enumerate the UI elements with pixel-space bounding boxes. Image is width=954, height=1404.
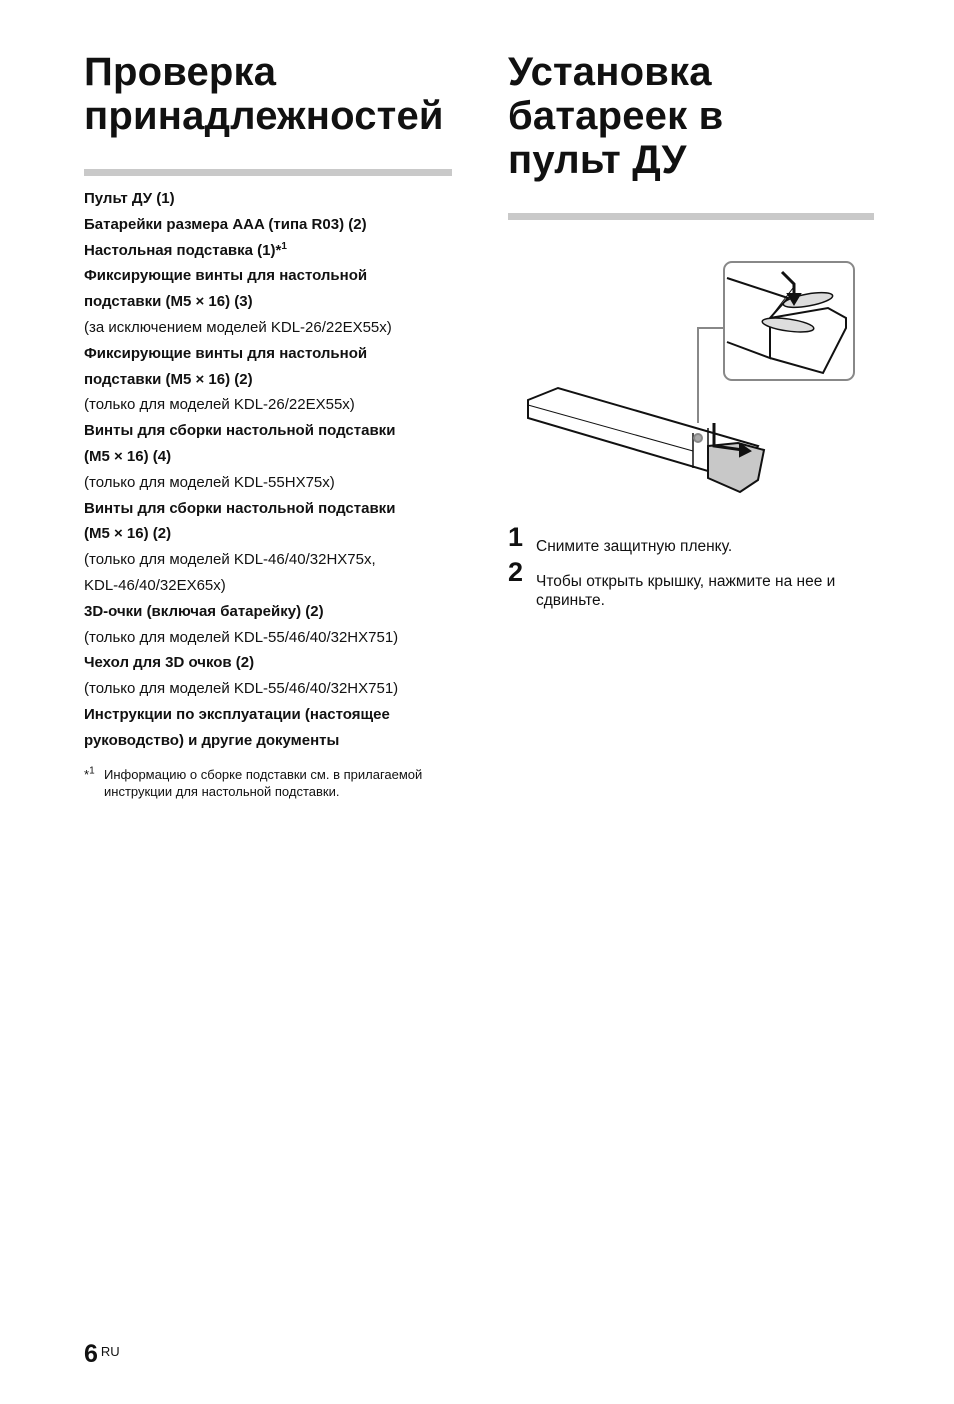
list-item-text: (только для моделей KDL-55HX75x) <box>84 473 335 491</box>
footnote-mark: * <box>84 767 90 782</box>
title-line: батареек в <box>508 94 724 138</box>
list-item-text: Винты для сборки настольной подставки <box>84 499 396 517</box>
list-item <box>84 315 464 341</box>
remote-battery-illustration <box>518 258 863 498</box>
list-item <box>84 263 464 289</box>
list-item-text: Батарейки размера AAA (типа R03) (2) <box>84 215 367 233</box>
list-item-text: (только для моделей KDL-55/46/40/32HX751) <box>84 680 399 698</box>
step-number: 2 <box>508 557 524 587</box>
footnote-ref: 1 <box>281 240 287 252</box>
list-item-text: (M5 × 16) (2) <box>84 525 172 543</box>
list-item-text: (только для моделей KDL-26/22EX55x) <box>84 396 355 414</box>
list-item <box>84 470 464 496</box>
step-1 <box>508 522 876 556</box>
list-item <box>84 392 464 418</box>
list-item <box>84 186 464 212</box>
step-text: Чтобы открыть крышку, нажмите на нее и сдвиньте. <box>536 573 836 609</box>
list-item <box>84 289 464 315</box>
step-text: Снимите защитную пленку. <box>536 538 733 555</box>
list-item-text: (только для моделей KDL-55/46/40/32HX751) <box>84 628 399 646</box>
list-item-text: Чехол для 3D очков (2) <box>84 654 255 672</box>
list-item <box>84 521 464 547</box>
list-item-text: руководство) и другие документы <box>84 731 340 749</box>
list-item <box>84 341 464 367</box>
list-item <box>84 728 464 754</box>
list-item <box>84 599 464 625</box>
list-item <box>84 496 464 522</box>
step-number: 1 <box>508 522 524 552</box>
list-item <box>84 418 464 444</box>
footnote-text: Информацию о сборке подставки см. в прилагаемой инструкции для настольной подставки. <box>104 767 423 799</box>
list-item-text: Винты для сборки настольной подставки <box>84 422 396 440</box>
title-line: пульт ДУ <box>508 138 687 182</box>
list-item <box>84 367 464 393</box>
list-item-text: Фиксирующие винты для настольной <box>84 267 368 285</box>
list-item-text: (M5 × 16) (4) <box>84 447 172 465</box>
list-item <box>84 676 464 702</box>
list-item-text: подставки (M5 × 16) (2) <box>84 370 253 388</box>
page-number <box>84 1340 120 1369</box>
footnote <box>84 766 444 800</box>
footnote-sup: 1 <box>89 765 95 777</box>
list-item-text: (только для моделей KDL-46/40/32HX75x, <box>84 551 376 569</box>
list-item <box>84 702 464 728</box>
list-item-text: Фиксирующие винты для настольной <box>84 344 368 362</box>
list-item <box>84 573 464 599</box>
list-item-text: (за исключением моделей KDL-26/22EX55x) <box>84 318 392 336</box>
list-item-text: KDL-46/40/32EX65x) <box>84 576 226 594</box>
accessories-list <box>84 186 464 754</box>
list-item-text: 3D-очки (включая батарейку) (2) <box>84 602 324 620</box>
title-line: Проверка <box>84 50 277 94</box>
divider <box>84 169 452 176</box>
title-line: Установка <box>508 50 712 94</box>
list-item <box>84 625 464 651</box>
list-item <box>84 238 464 264</box>
page-number-value: 6 <box>84 1340 98 1368</box>
section-title-batteries <box>508 50 723 182</box>
list-item-text: Инструкции по эксплуатации (настоящее <box>84 705 390 723</box>
list-item <box>84 650 464 676</box>
section-title-accessories <box>84 50 444 138</box>
title-line: принадлежностей <box>84 94 444 138</box>
divider <box>508 213 874 220</box>
page-lang: RU <box>100 1344 120 1359</box>
list-item <box>84 212 464 238</box>
list-item-text: Пульт ДУ (1) <box>84 190 175 207</box>
list-item <box>84 444 464 470</box>
step-2 <box>508 557 876 610</box>
list-item-text: подставки (M5 × 16) (3) <box>84 293 253 311</box>
list-item <box>84 547 464 573</box>
list-item-text: Настольная подставка (1)* <box>84 241 282 259</box>
